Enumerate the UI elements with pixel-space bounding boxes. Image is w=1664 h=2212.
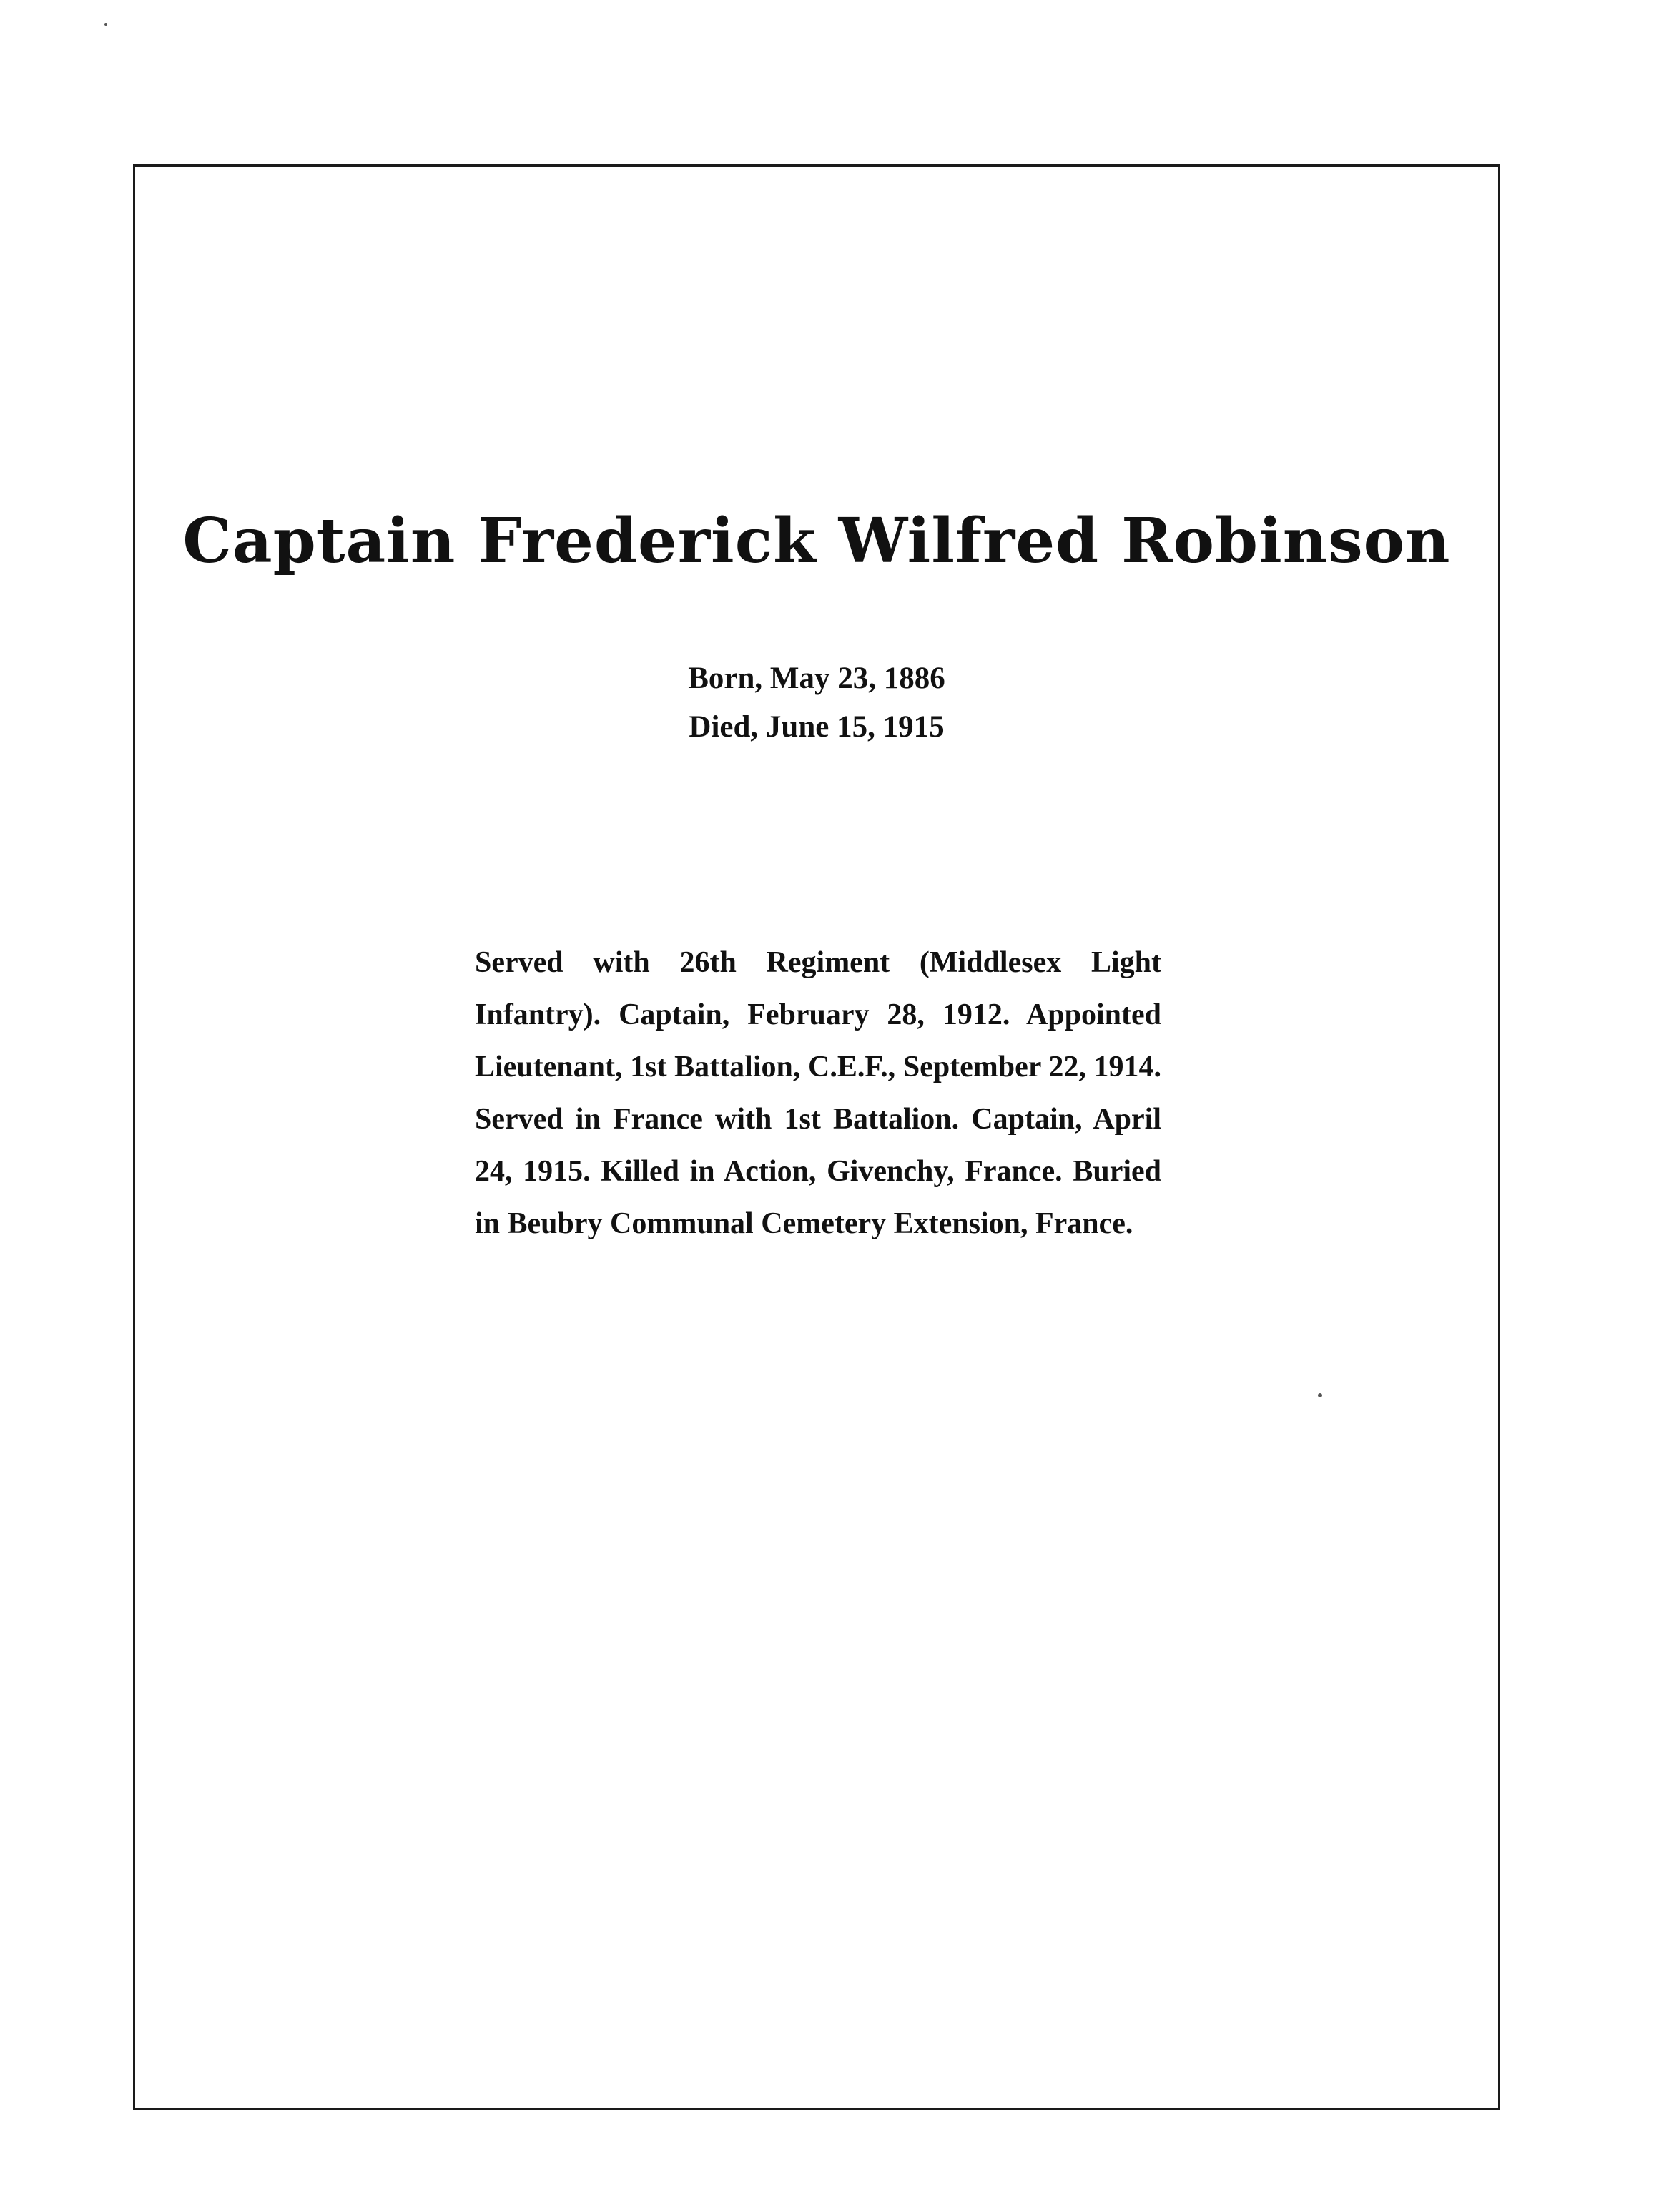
service-record: Served with 26th Regiment (Middlesex Light Infantry). Captain, February 28, 1912. Appointed Lieutenant, 1st Battalion, C.E.F., September 22, 1914. Served in France with 1st Battalion. Captain, April 24, 1915. Killed in Action, Givenchy, France. Buried in Beubry Communal Cemetery Extension, France. <box>475 946 1161 1240</box>
scan-speck <box>1318 1393 1322 1397</box>
birth-date: Born, May 23, 1886 <box>688 662 945 695</box>
scan-speck <box>104 23 107 26</box>
life-dates <box>133 654 1500 752</box>
death-date: Died, June 15, 1915 <box>689 710 945 744</box>
memorial-title: Captain Frederick Wilfred Robinson <box>182 505 1451 577</box>
